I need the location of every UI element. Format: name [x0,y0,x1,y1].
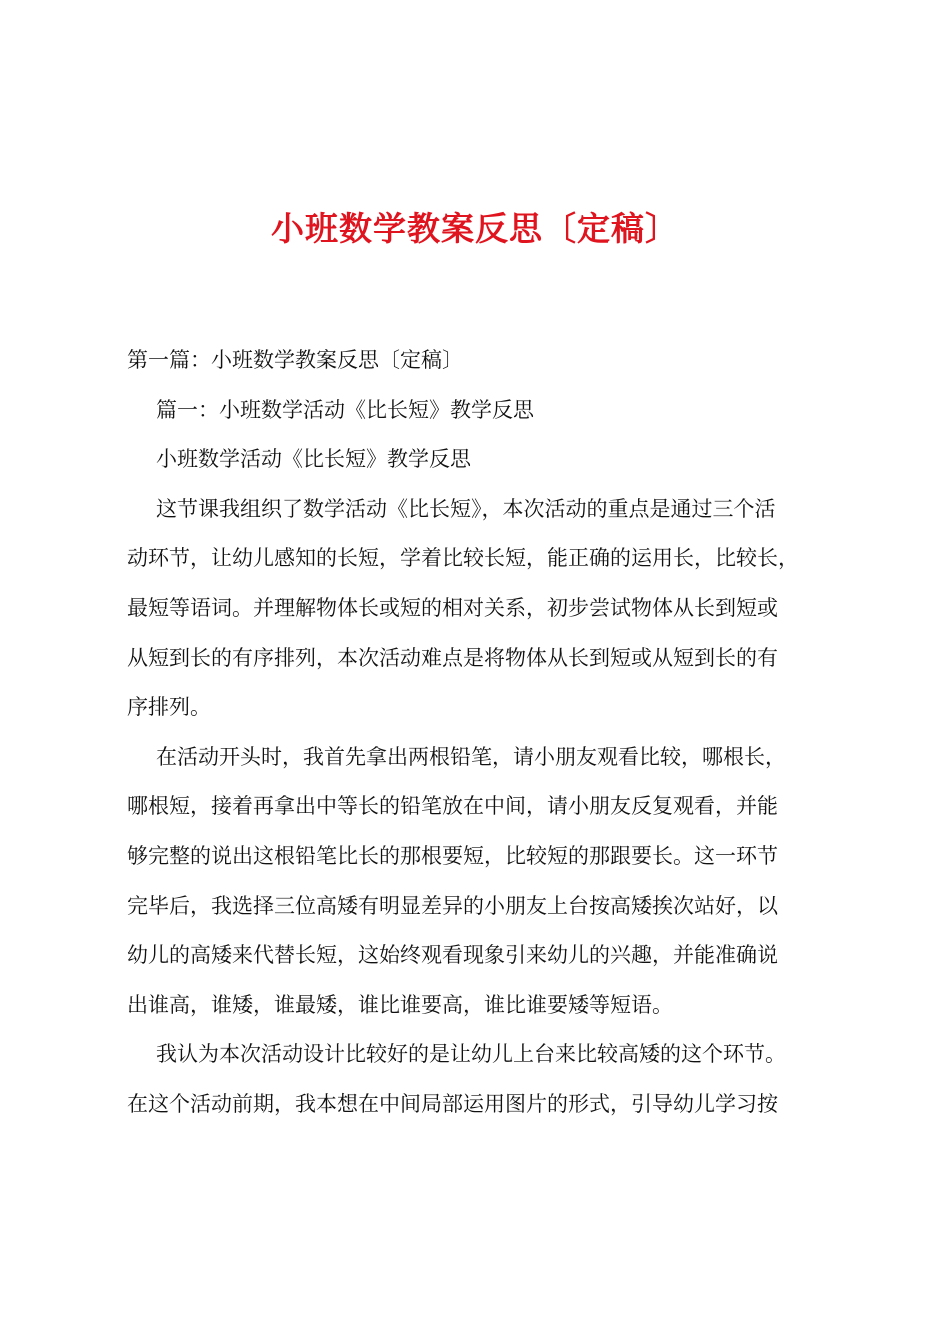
body-line: 在活动开头时，我首先拿出两根铅笔，请小朋友观看比较，哪根长， [156,744,786,769]
body-line: 幼儿的高矮来代替长短，这始终观看现象引来幼儿的兴趣，并能准确说 [127,943,778,968]
body-line: 小班数学活动《比长短》教学反思 [156,447,471,472]
body-line: 第一篇：小班数学教案反思〔定稿〕 [127,348,463,372]
body-line: 从短到长的有序排列，本次活动难点是将物体从长到短或从短到长的有 [127,645,778,670]
document-body [127,336,852,1130]
body-line: 序排列。 [127,695,211,720]
body-line: 出谁高，谁矮，谁最矮，谁比谁要高，谁比谁要矮等短语。 [127,992,673,1017]
body-line: 最短等语词。并理解物体长或短的相对关系，初步尝试物体从长到短或 [127,595,778,620]
body-line: 够完整的说出这根铅笔比长的那根要短，比较短的那跟要长。这一环节 [127,843,778,868]
body-line: 篇一：小班数学活动《比长短》教学反思 [156,397,534,422]
body-line: 完毕后，我选择三位高矮有明显差异的小朋友上台按高矮挨次站好，以 [127,893,778,918]
document-title: 小班数学教案反思〔定稿〕 [271,209,679,248]
body-line: 在这个活动前期，我本想在中间局部运用图片的形式，引导幼儿学习按 [127,1091,778,1116]
body-line: 哪根短，接着再拿出中等长的铅笔放在中间，请小朋友反复观看，并能 [127,794,778,819]
body-line: 动环节，让幼儿感知的长短，学着比较长短，能正确的运用长，比较长， [127,546,799,571]
body-line: 我认为本次活动设计比较好的是让幼儿上台来比较高矮的这个环节。 [156,1042,786,1067]
body-line: 这节课我组织了数学活动《比长短》，本次活动的重点是通过三个活 [156,496,776,521]
